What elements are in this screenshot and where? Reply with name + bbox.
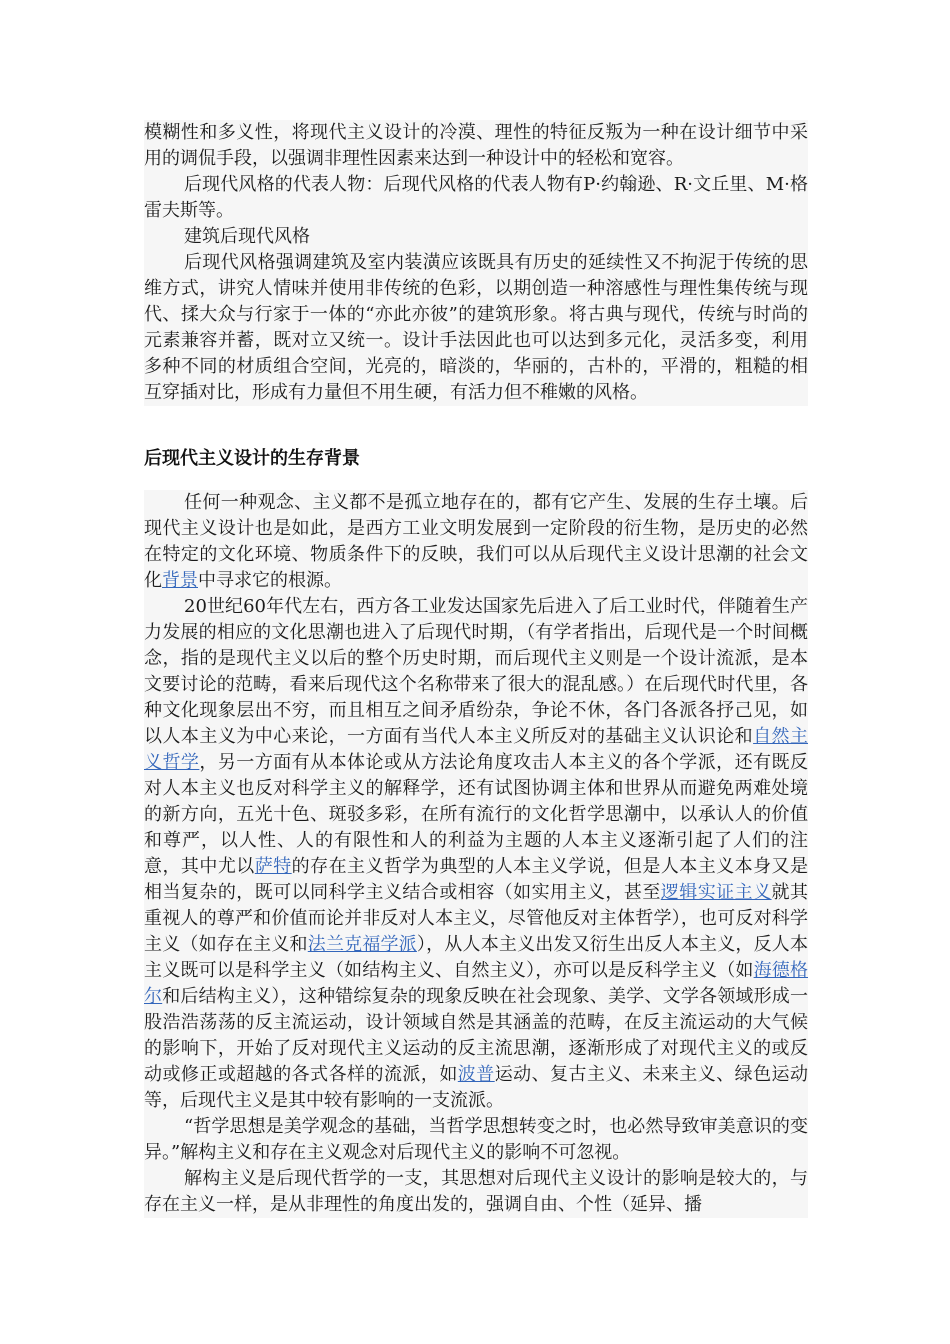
link-background[interactable]: 背景 [162,570,198,591]
section-heading: 后现代主义设计的生存背景 [144,448,360,469]
link-naturalism-philosophy[interactable]: 自然主义哲学 [144,726,809,773]
text-run: 的存在主义哲学为典型的人本主义学说，但是人本主义本身又是相当复杂的，既可以同科学主义结合或相容（如实用主义，甚至 [144,856,809,903]
link-sartre[interactable]: 萨特 [254,856,292,877]
link-frankfurt-school[interactable]: 法兰克福学派 [307,934,417,955]
link-heidegger[interactable]: 海德格尔 [144,960,808,1007]
text-run: 和后结构主义），这种错综复杂的现象反映在社会现象、美学、文学各领域形成一股浩浩荡荡的反主流运动，设计领域自然是其涵盖的范畴，在反主流运动的大气候的影响下，开始了反对现代主义运动的反主流思潮，逐渐形成了对现代主义的或反动或修正或超越的各式各样的流派，如 [144,986,809,1085]
text-block-bottom [144,490,808,1218]
link-pop[interactable]: 波普 [457,1064,495,1085]
paragraph [144,594,808,1114]
paragraph: 模糊性和多义性，将现代主义设计的冷漠、理性的特征反叛为一种在设计细节中采用的调侃手段，以强调非理性因素来达到一种设计中的轻松和宽容。 [144,122,808,169]
paragraph: 后现代风格强调建筑及室内装潢应该既具有历史的延续性又不拘泥于传统的思维方式，讲究人情味并使用非传统的色彩，以期创造一种溶感性与理性集传统与现代、揉大众与行家于一体的“亦此亦彼”的建筑形象。将古典与现代，传统与时尚的元素兼容并蓄，既对立又统一。设计手法因此也可以达到多元化，灵活多变，利用多种不同的材质组合空间，光亮的，暗淡的，华丽的，古朴的，平滑的，粗糙的相互穿插对比，形成有力量但不用生硬，有活力但不稚嫩的风格。 [144,252,808,403]
link-logical-positivism[interactable]: 逻辑实证主义 [660,882,772,903]
text-run: 20世纪60年代左右，西方各工业发达国家先后进入了后工业时代，伴随着生产力发展的相应的文化思潮也进入了后现代时期，（有学者指出，后现代是一个时间概念，指的是现代主义以后的整个历史时期，而后现代主义则是一个设计流派，是本文要讨论的范畴，看来后现代这个名称带来了很大的混乱感。）在后现代时代里，各种文化现象层出不穷，而且相互之间矛盾纷杂，争论不休，各门各派各抒己见，如以人本主义为中心来论，一方面有当代人本主义所反对的基础主义认识论和 [144,596,808,747]
text-run: 中寻求它的根源。 [198,570,342,591]
paragraph: 后现代风格的代表人物：后现代风格的代表人物有P·约翰逊、R·文丘里、M·格雷夫斯等。 [144,174,808,221]
text-run: ，另一方面有从本体论或从方法论角度攻击人本主义的各个学派，还有既反对人本主义也反对科学主义的解释学，还有试图协调主体和世界从而避免两难处境的新方向，五光十色、斑驳多彩，在所有流行的文化哲学思潮中，以承认人的价值和尊严，以人性、人的有限性和人的利益为主题的人本主义逐渐引起了人们的注意，其中尤以 [144,752,809,877]
paragraph [144,490,808,594]
subheading: 建筑后现代风格 [184,226,310,247]
text-run: 运动、复古主义、未来主义、绿色运动等，后现代主义是其中较有影响的一支流派。 [144,1064,809,1111]
text-run: ），从人本主义出发又衍生出反人本主义，反人本主义既可以是科学主义（如结构主义、自然主义），亦可以是反科学主义（如 [144,934,809,981]
text-run: 就其重视人的尊严和价值而论并非反对人本主义，尽管他反对主体哲学），也可反对科学主义（如存在主义和 [144,882,809,955]
text-run: 任何一种观念、主义都不是孤立地存在的，都有它产生、发展的生存土壤。后现代主义设计也是如此，是西方工业文明发展到一定阶段的衍生物，是历史的必然在特定的文化环境、物质条件下的反映，我们可以从后现代主义设计思潮的社会文化 [144,492,808,591]
text-block-top [144,120,808,406]
paragraph: “哲学思想是美学观念的基础，当哲学思想转变之时，也必然导致审美意识的变异。”解构主义和存在主义观念对后现代主义的影响不可忽视。 [144,1116,808,1163]
paragraph: 解构主义是后现代哲学的一支，其思想对后现代主义设计的影响是较大的，与存在主义一样，是从非理性的角度出发的，强调自由、个性（延异、播 [144,1168,808,1215]
